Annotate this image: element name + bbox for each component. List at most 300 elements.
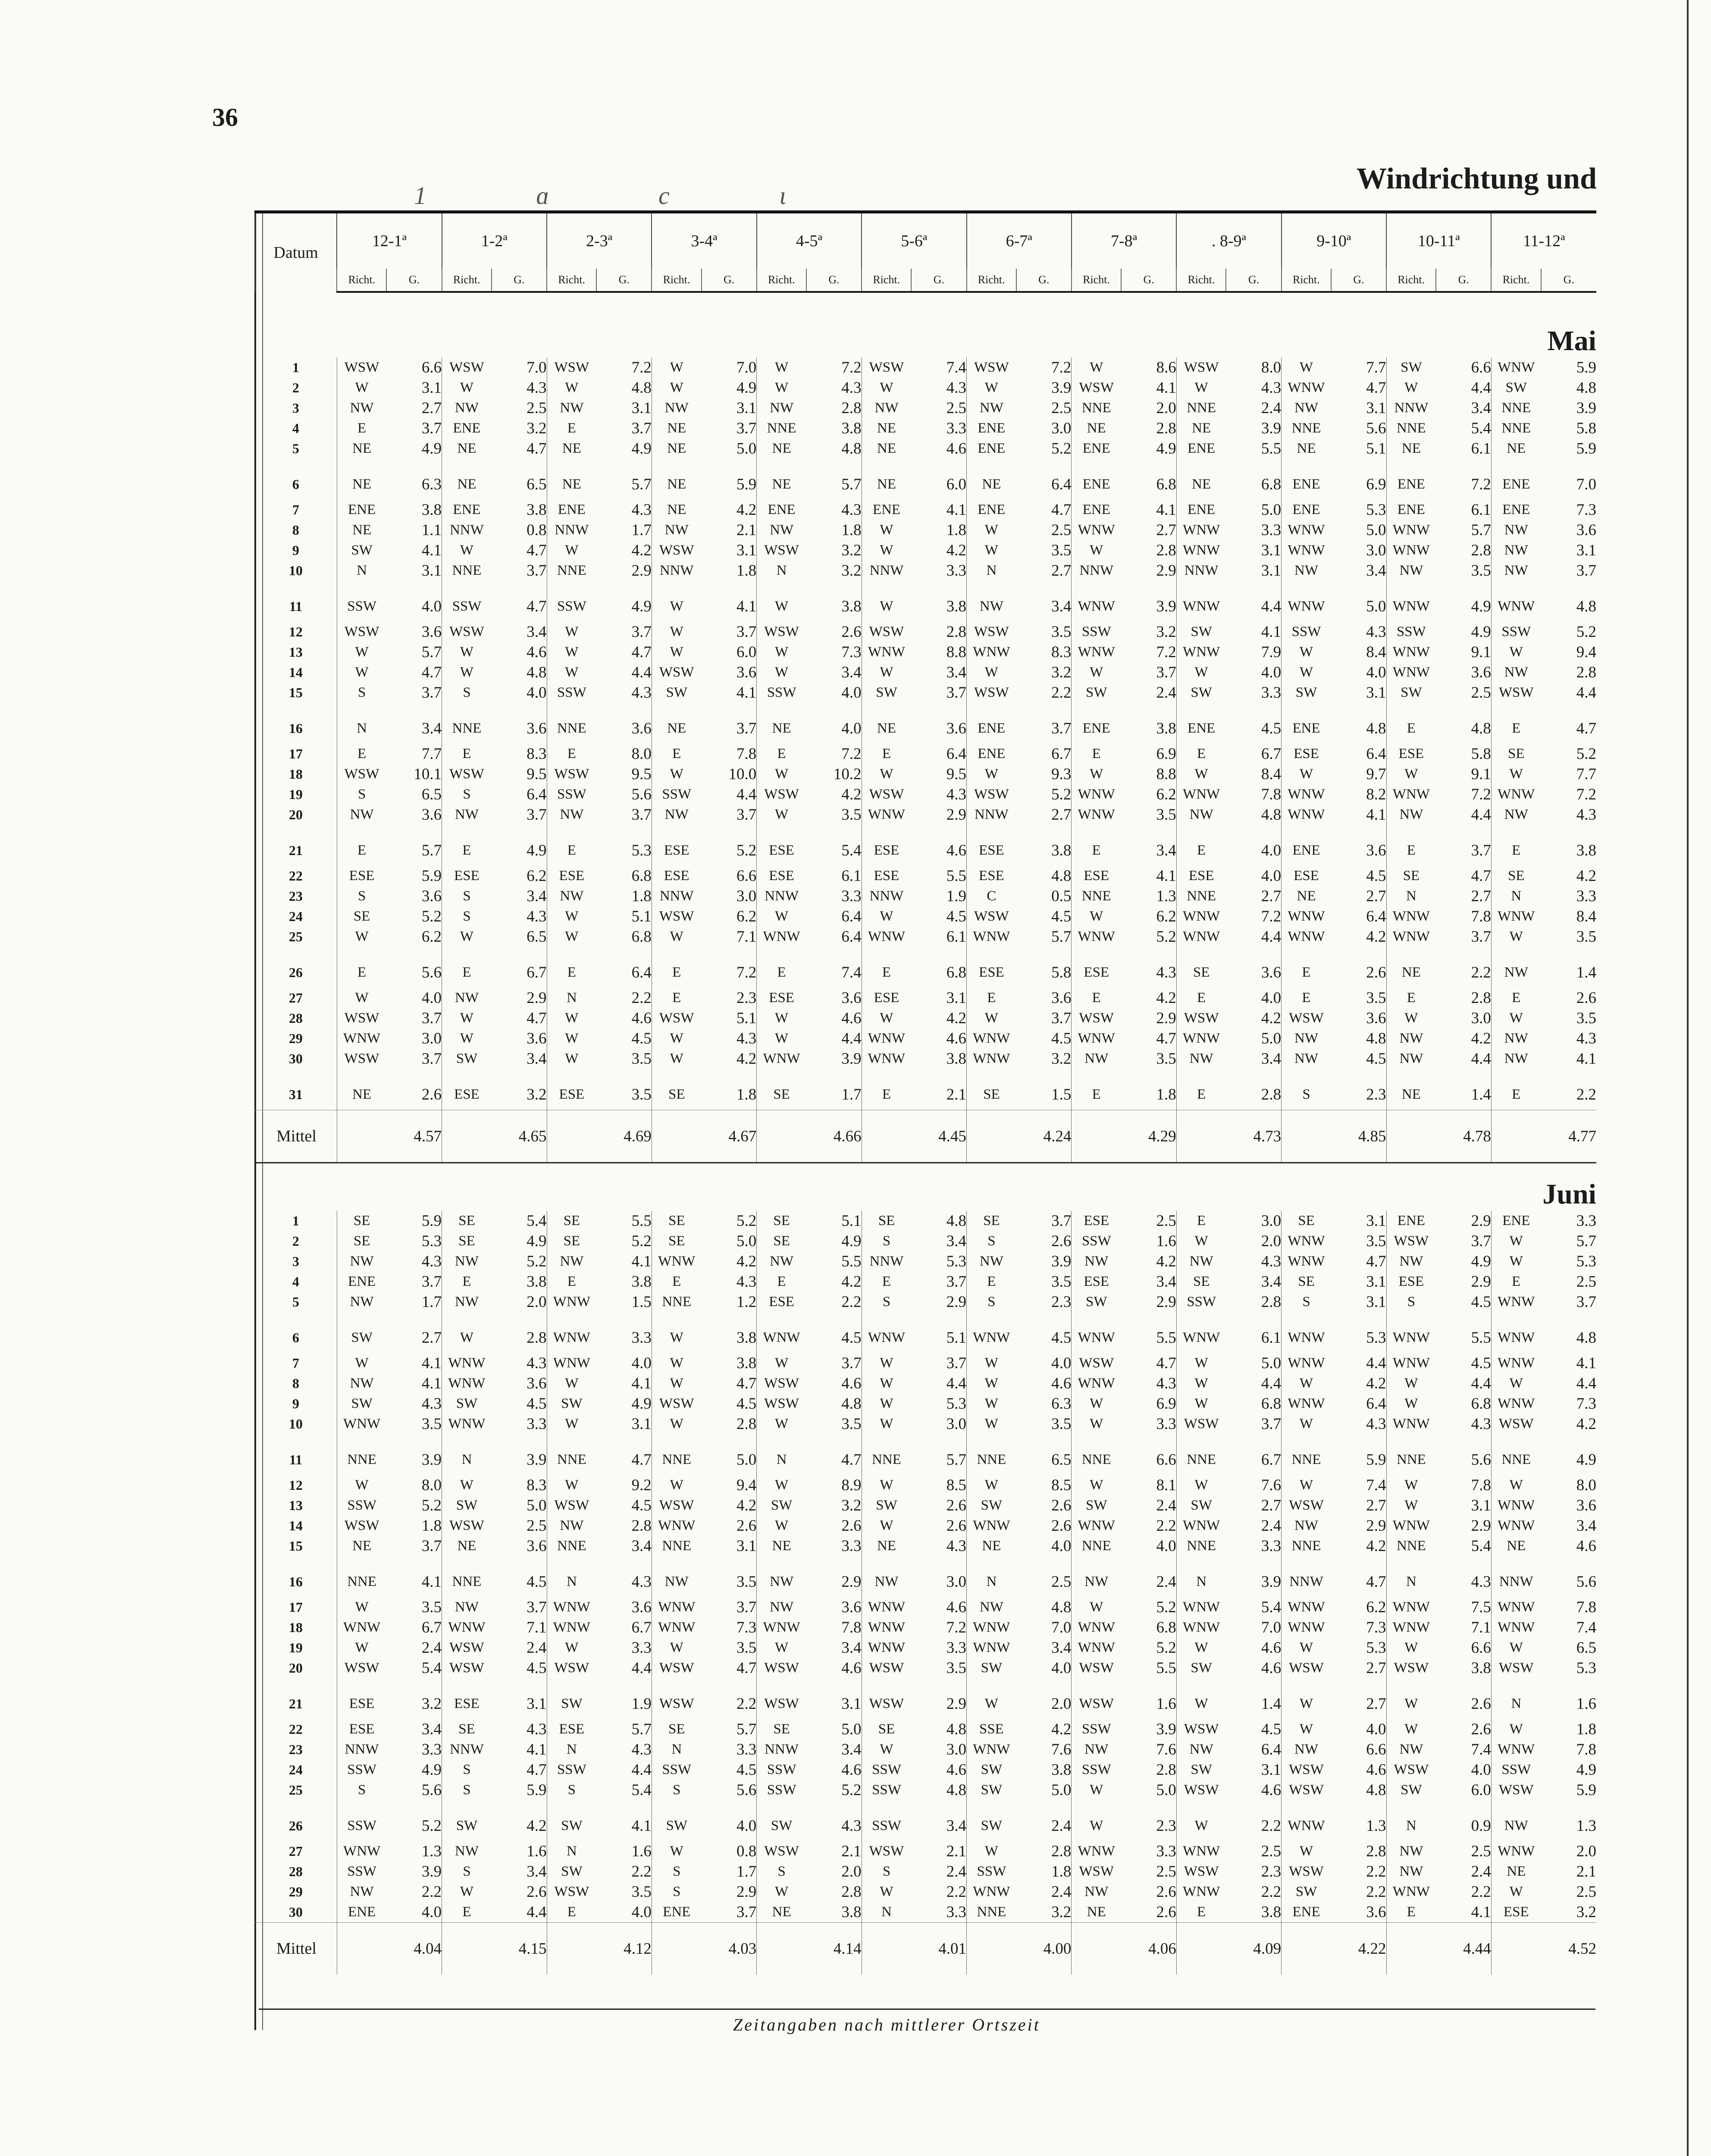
- speed-cell: 3.6: [526, 1375, 547, 1392]
- speed-cell: 2.9: [1471, 1273, 1491, 1291]
- speed-cell: 5.0: [1366, 598, 1386, 615]
- direction-cell: WNW: [1282, 1353, 1331, 1373]
- speed-cell: 5.3: [1576, 1659, 1596, 1677]
- day-cell: 25: [288, 1782, 303, 1798]
- speed-cell: 2.8: [1576, 664, 1596, 681]
- day-cell: 31: [288, 1087, 303, 1102]
- direction-cell: N: [442, 1434, 492, 1475]
- direction-cell: W: [1176, 764, 1226, 784]
- direction-cell: S: [1386, 1292, 1436, 1312]
- direction-cell: WNW: [967, 1028, 1016, 1049]
- direction-cell: SSW: [547, 784, 596, 805]
- direction-cell: ESE: [1072, 1272, 1121, 1292]
- direction-cell: W: [757, 1028, 806, 1049]
- direction-cell: SW: [862, 1495, 911, 1516]
- direction-cell: E: [337, 744, 386, 764]
- speed-cell: 4.6: [1261, 1781, 1282, 1799]
- speed-cell: 4.6: [946, 842, 967, 859]
- table-row: [255, 1292, 1596, 1312]
- direction-cell: NNE: [652, 1536, 701, 1556]
- speed-cell: 5.2: [1576, 623, 1596, 641]
- direction-cell: S: [442, 784, 492, 805]
- speed-cell: 7.2: [631, 359, 652, 376]
- speed-cell: 3.6: [1366, 842, 1386, 859]
- direction-cell: W: [862, 378, 911, 398]
- speed-cell: 4.7: [736, 1375, 757, 1392]
- direction-cell: W: [1176, 1678, 1226, 1719]
- speed-cell: 1.6: [1576, 1695, 1596, 1713]
- direction-cell: ENE: [1282, 703, 1331, 744]
- speed-cell: 2.6: [1576, 989, 1596, 1007]
- direction-cell: W: [1386, 1678, 1436, 1719]
- speed-cell: 4.7: [1576, 720, 1596, 737]
- speed-cell: 3.3: [1261, 684, 1282, 702]
- day-cell: 13: [288, 1498, 303, 1513]
- speed-cell: 6.7: [631, 1619, 652, 1636]
- direction-cell: WNW: [967, 1312, 1016, 1353]
- direction-cell: W: [547, 1028, 596, 1049]
- speed-cell: 4.8: [1051, 1598, 1072, 1616]
- direction-cell: SW: [652, 1800, 701, 1841]
- day-cell: 7: [292, 502, 299, 517]
- direction-cell: WSW: [1491, 1780, 1541, 1800]
- table-row: [255, 1495, 1596, 1516]
- speed-cell: 2.1: [946, 1086, 967, 1103]
- g-subheader: G.: [1436, 269, 1491, 292]
- direction-cell: ESE: [1491, 1902, 1541, 1923]
- table-row: [255, 703, 1596, 744]
- speed-cell: 3.7: [421, 1537, 442, 1555]
- speed-cell: 3.3: [1156, 1843, 1176, 1860]
- speed-cell: 2.3: [1051, 1293, 1072, 1311]
- g-subheader: G.: [702, 269, 757, 292]
- speed-cell: 5.0: [736, 1451, 757, 1469]
- speed-cell: 3.3: [526, 1415, 547, 1433]
- speed-cell: 5.6: [421, 1781, 442, 1799]
- table-row: [255, 1678, 1596, 1719]
- speed-cell: 4.2: [736, 501, 757, 519]
- speed-cell: 5.2: [736, 1212, 757, 1230]
- speed-cell: 3.5: [1051, 1273, 1072, 1291]
- direction-cell: SE: [1282, 1211, 1331, 1231]
- speed-cell: 5.2: [526, 1253, 547, 1270]
- speed-cell: 6.3: [1051, 1395, 1072, 1413]
- direction-cell: WNW: [967, 927, 1016, 947]
- empty-cell: [967, 1110, 1016, 1163]
- direction-cell: WNW: [1282, 540, 1331, 561]
- direction-cell: WSW: [1176, 1719, 1226, 1739]
- direction-cell: S: [862, 1861, 911, 1882]
- direction-cell: NW: [547, 886, 596, 906]
- direction-cell: E: [1176, 1902, 1226, 1923]
- speed-cell: 3.3: [946, 562, 967, 580]
- speed-cell: 5.0: [526, 1497, 547, 1514]
- direction-cell: NE: [442, 439, 492, 459]
- speed-cell: 4.1: [526, 1741, 547, 1758]
- speed-cell: 4.3: [841, 1817, 862, 1835]
- speed-cell: 5.2: [736, 842, 757, 859]
- speed-cell: 3.9: [1051, 1253, 1072, 1270]
- direction-cell: W: [1491, 1251, 1541, 1272]
- day-cell: 11: [289, 599, 302, 614]
- mittel-row: [255, 1110, 1596, 1163]
- direction-cell: SSW: [862, 1760, 911, 1780]
- direction-cell: WNW: [1282, 520, 1331, 540]
- direction-cell: S: [337, 886, 386, 906]
- direction-cell: SSW: [337, 581, 386, 622]
- direction-cell: W: [547, 927, 596, 947]
- day-cell: 18: [288, 1620, 303, 1635]
- speed-cell: 5.0: [1051, 1781, 1072, 1799]
- direction-cell: E: [967, 1272, 1016, 1292]
- speed-cell: 5.9: [421, 867, 442, 885]
- speed-cell: 3.1: [631, 399, 652, 417]
- direction-cell: NW: [337, 1251, 386, 1272]
- speed-cell: 8.8: [946, 643, 967, 661]
- direction-cell: WNW: [1072, 805, 1121, 825]
- speed-cell: 7.7: [1576, 765, 1596, 783]
- speed-cell: 3.3: [841, 887, 862, 905]
- speed-cell: 2.9: [1156, 562, 1176, 580]
- direction-cell: W: [862, 662, 911, 683]
- direction-cell: WNW: [1491, 1495, 1541, 1516]
- speed-cell: 4.4: [1576, 684, 1596, 702]
- speed-cell: 3.2: [1051, 1050, 1072, 1068]
- direction-cell: NW: [967, 1597, 1016, 1617]
- direction-cell: WNW: [1176, 906, 1226, 927]
- direction-cell: W: [1491, 927, 1541, 947]
- direction-cell: WNW: [1386, 1414, 1436, 1434]
- day-cell: 26: [288, 965, 303, 980]
- direction-cell: E: [1386, 1902, 1436, 1923]
- table-row: [255, 357, 1596, 378]
- direction-cell: W: [1072, 1780, 1121, 1800]
- speed-cell: 1.8: [841, 521, 862, 539]
- speed-cell: 7.4: [1471, 1741, 1491, 1758]
- speed-cell: 5.5: [1471, 1329, 1491, 1347]
- direction-cell: NW: [757, 398, 806, 418]
- direction-cell: NW: [442, 1292, 492, 1312]
- direction-cell: W: [1072, 1414, 1121, 1434]
- direction-cell: W: [1491, 1008, 1541, 1028]
- direction-cell: S: [862, 1231, 911, 1251]
- richt-subheader: Richt.: [1282, 269, 1331, 292]
- direction-cell: NE: [547, 459, 596, 500]
- direction-cell: SE: [1176, 1272, 1226, 1292]
- speed-cell: 7.1: [526, 1619, 547, 1636]
- direction-cell: WSW: [547, 1658, 596, 1678]
- table-row: [255, 1049, 1596, 1069]
- day-cell: 16: [288, 721, 303, 736]
- direction-cell: NNE: [862, 1434, 911, 1475]
- speed-cell: 6.0: [736, 643, 757, 661]
- direction-cell: E: [1072, 988, 1121, 1008]
- direction-cell: NE: [757, 1902, 806, 1923]
- speed-cell: 3.8: [841, 598, 862, 615]
- direction-cell: NW: [757, 1597, 806, 1617]
- direction-cell: NW: [652, 805, 701, 825]
- speed-cell: 4.6: [946, 1761, 967, 1779]
- speed-cell: 2.5: [1471, 1843, 1491, 1860]
- direction-cell: W: [337, 378, 386, 398]
- direction-cell: WSW: [337, 1516, 386, 1536]
- direction-cell: NW: [1282, 561, 1331, 581]
- direction-cell: NE: [862, 418, 911, 439]
- direction-cell: NW: [337, 1373, 386, 1394]
- direction-cell: W: [337, 1353, 386, 1373]
- day-cell: 8: [292, 522, 299, 538]
- direction-cell: W: [547, 1373, 596, 1394]
- hour-header: 12-1ª: [337, 212, 442, 269]
- day-cell: 17: [288, 746, 303, 761]
- direction-cell: ESE: [862, 988, 911, 1008]
- speed-cell: 3.8: [946, 598, 967, 615]
- speed-cell: 2.5: [526, 1517, 547, 1535]
- speed-cell: 4.6: [631, 1009, 652, 1027]
- direction-cell: NNE: [442, 703, 492, 744]
- mittel-value: 4.00: [1016, 1923, 1072, 1975]
- direction-cell: W: [757, 1414, 806, 1434]
- speed-cell: 4.2: [1366, 928, 1386, 946]
- empty-cell: [547, 1923, 596, 1975]
- direction-cell: WNW: [1282, 1312, 1331, 1353]
- speed-cell: 4.2: [631, 542, 652, 559]
- speed-cell: 6.6: [1156, 1451, 1176, 1469]
- speed-cell: 7.4: [946, 359, 967, 376]
- mittel-value: 4.78: [1436, 1110, 1491, 1163]
- direction-cell: SSW: [862, 1780, 911, 1800]
- direction-cell: NNW: [652, 886, 701, 906]
- direction-cell: NNE: [1386, 418, 1436, 439]
- speed-cell: 3.7: [946, 1354, 967, 1372]
- direction-cell: NW: [337, 805, 386, 825]
- direction-cell: N: [547, 1556, 596, 1597]
- direction-cell: NNW: [862, 886, 911, 906]
- speed-cell: 4.3: [631, 684, 652, 702]
- direction-cell: WNW: [547, 1312, 596, 1353]
- speed-cell: 3.7: [526, 562, 547, 580]
- direction-cell: WNW: [1282, 805, 1331, 825]
- direction-cell: W: [1386, 1638, 1436, 1658]
- speed-cell: 4.3: [421, 1253, 442, 1270]
- direction-cell: WSW: [442, 357, 492, 378]
- direction-cell: W: [967, 764, 1016, 784]
- direction-cell: N: [547, 988, 596, 1008]
- speed-cell: 7.0: [526, 359, 547, 376]
- direction-cell: WNW: [1072, 520, 1121, 540]
- speed-cell: 3.6: [1051, 989, 1072, 1007]
- direction-cell: W: [442, 642, 492, 662]
- direction-cell: E: [1386, 825, 1436, 866]
- speed-cell: 5.5: [631, 1212, 652, 1230]
- speed-cell: 3.4: [841, 1639, 862, 1657]
- direction-cell: WNW: [1176, 1028, 1226, 1049]
- speed-cell: 3.8: [1051, 1761, 1072, 1779]
- speed-cell: 2.8: [841, 1883, 862, 1901]
- speed-cell: 3.8: [526, 501, 547, 519]
- day-cell: 18: [288, 766, 303, 782]
- direction-cell: WNW: [652, 1251, 701, 1272]
- speed-cell: 7.9: [1261, 643, 1282, 661]
- speed-cell: 7.3: [1576, 501, 1596, 519]
- speed-cell: 2.6: [736, 1517, 757, 1535]
- speed-cell: 7.8: [1471, 1476, 1491, 1494]
- direction-cell: NW: [337, 1292, 386, 1312]
- direction-cell: E: [1072, 744, 1121, 764]
- direction-cell: W: [967, 520, 1016, 540]
- direction-cell: W: [1072, 1475, 1121, 1495]
- direction-cell: ESE: [967, 825, 1016, 866]
- speed-cell: 1.8: [736, 562, 757, 580]
- speed-cell: 3.9: [526, 1451, 547, 1469]
- speed-cell: 3.7: [736, 1903, 757, 1921]
- direction-cell: W: [337, 927, 386, 947]
- direction-cell: WNW: [1386, 662, 1436, 683]
- speed-cell: 4.3: [421, 1395, 442, 1413]
- speed-cell: 2.2: [841, 1293, 862, 1311]
- table-row: [255, 1008, 1596, 1028]
- speed-cell: 4.4: [1471, 1375, 1491, 1392]
- direction-cell: WNW: [652, 1617, 701, 1638]
- mittel-value: 4.14: [806, 1923, 862, 1975]
- direction-cell: WNW: [1386, 1312, 1436, 1353]
- speed-cell: 3.1: [1366, 399, 1386, 417]
- speed-cell: 3.4: [946, 664, 967, 681]
- richt-subheader: Richt.: [862, 269, 911, 292]
- speed-cell: 4.1: [421, 1354, 442, 1372]
- direction-cell: SSW: [1282, 622, 1331, 642]
- speed-cell: 5.7: [631, 1720, 652, 1738]
- speed-cell: 5.3: [421, 1232, 442, 1250]
- speed-cell: 4.0: [1051, 1354, 1072, 1372]
- speed-cell: 6.5: [526, 928, 547, 946]
- direction-cell: W: [652, 642, 701, 662]
- direction-cell: E: [1176, 1069, 1226, 1110]
- speed-cell: 4.3: [1471, 1415, 1491, 1433]
- speed-cell: 4.9: [1156, 440, 1176, 458]
- direction-cell: S: [442, 906, 492, 927]
- direction-cell: SSW: [1386, 622, 1436, 642]
- direction-cell: NNW: [1386, 398, 1436, 418]
- direction-cell: ESE: [757, 825, 806, 866]
- speed-cell: 2.2: [736, 1695, 757, 1713]
- direction-cell: NW: [1491, 662, 1541, 683]
- direction-cell: NW: [1491, 520, 1541, 540]
- direction-cell: ENE: [1176, 439, 1226, 459]
- direction-cell: W: [1386, 1719, 1436, 1739]
- speed-cell: 4.9: [1576, 1761, 1596, 1779]
- direction-cell: WNW: [1386, 1597, 1436, 1617]
- speed-cell: 4.0: [841, 720, 862, 737]
- speed-cell: 5.4: [421, 1659, 442, 1677]
- direction-cell: WSW: [1282, 1495, 1331, 1516]
- direction-cell: WNW: [547, 1292, 596, 1312]
- speed-cell: 2.4: [526, 1639, 547, 1657]
- speed-cell: 4.0: [1261, 989, 1282, 1007]
- speed-cell: 2.8: [1156, 542, 1176, 559]
- speed-cell: 4.1: [1156, 867, 1176, 885]
- direction-cell: WSW: [337, 1008, 386, 1028]
- speed-cell: 1.1: [421, 521, 442, 539]
- speed-cell: 6.4: [841, 908, 862, 925]
- direction-cell: NW: [1072, 1251, 1121, 1272]
- speed-cell: 3.2: [841, 1497, 862, 1514]
- speed-cell: 0.5: [1051, 887, 1072, 905]
- direction-cell: NNE: [1072, 1434, 1121, 1475]
- direction-cell: W: [757, 805, 806, 825]
- speed-cell: 2.3: [1261, 1863, 1282, 1880]
- direction-cell: NNW: [862, 561, 911, 581]
- speed-cell: 7.1: [1471, 1619, 1491, 1636]
- direction-cell: W: [757, 1008, 806, 1028]
- direction-cell: W: [862, 1353, 911, 1373]
- direction-cell: W: [652, 1373, 701, 1394]
- direction-cell: NE: [967, 459, 1016, 500]
- empty-cell: [1072, 1110, 1121, 1163]
- speed-cell: 3.6: [526, 1537, 547, 1555]
- direction-cell: N: [757, 1434, 806, 1475]
- speed-cell: 4.1: [946, 501, 967, 519]
- direction-cell: WNW: [1386, 642, 1436, 662]
- speed-cell: 7.8: [1576, 1598, 1596, 1616]
- speed-cell: 3.7: [1471, 928, 1491, 946]
- direction-cell: WNW: [442, 1414, 492, 1434]
- table-header: [255, 212, 1596, 292]
- direction-cell: S: [442, 886, 492, 906]
- table-row: [255, 1251, 1596, 1272]
- direction-cell: SE: [757, 1069, 806, 1110]
- direction-cell: NW: [1282, 1049, 1331, 1069]
- speed-cell: 4.4: [526, 1903, 547, 1921]
- speed-cell: 4.8: [1576, 1329, 1596, 1347]
- speed-cell: 3.6: [421, 887, 442, 905]
- direction-cell: W: [442, 1008, 492, 1028]
- speed-cell: 5.2: [1051, 440, 1072, 458]
- speed-cell: 7.2: [841, 745, 862, 763]
- speed-cell: 4.5: [1366, 867, 1386, 885]
- direction-cell: WSW: [652, 906, 701, 927]
- speed-cell: 2.9: [841, 1573, 862, 1591]
- direction-cell: W: [967, 540, 1016, 561]
- speed-cell: 4.6: [1051, 1375, 1072, 1392]
- speed-cell: 5.5: [1261, 440, 1282, 458]
- table-row: [255, 1069, 1596, 1110]
- speed-cell: 8.3: [526, 1476, 547, 1494]
- direction-cell: SE: [652, 1231, 701, 1251]
- speed-cell: 3.9: [1051, 379, 1072, 397]
- direction-cell: NW: [1491, 947, 1541, 988]
- direction-cell: W: [652, 357, 701, 378]
- speed-cell: 4.5: [1471, 1354, 1491, 1372]
- speed-cell: 7.0: [1261, 1619, 1282, 1636]
- speed-cell: 1.8: [1156, 1086, 1176, 1103]
- speed-cell: 4.1: [1366, 806, 1386, 824]
- speed-cell: 4.8: [526, 664, 547, 681]
- direction-cell: SE: [967, 1069, 1016, 1110]
- day-cell: 24: [288, 909, 303, 924]
- speed-cell: 2.5: [1261, 1843, 1282, 1860]
- speed-cell: 2.6: [946, 1517, 967, 1535]
- direction-cell: NW: [1282, 1739, 1331, 1760]
- direction-cell: W: [1491, 642, 1541, 662]
- speed-cell: 3.6: [736, 664, 757, 681]
- speed-cell: 2.4: [1051, 1817, 1072, 1835]
- speed-cell: 5.2: [421, 1817, 442, 1835]
- direction-cell: WNW: [967, 1882, 1016, 1902]
- direction-cell: NE: [757, 439, 806, 459]
- speed-cell: 5.6: [631, 786, 652, 803]
- direction-cell: NW: [1386, 1049, 1436, 1069]
